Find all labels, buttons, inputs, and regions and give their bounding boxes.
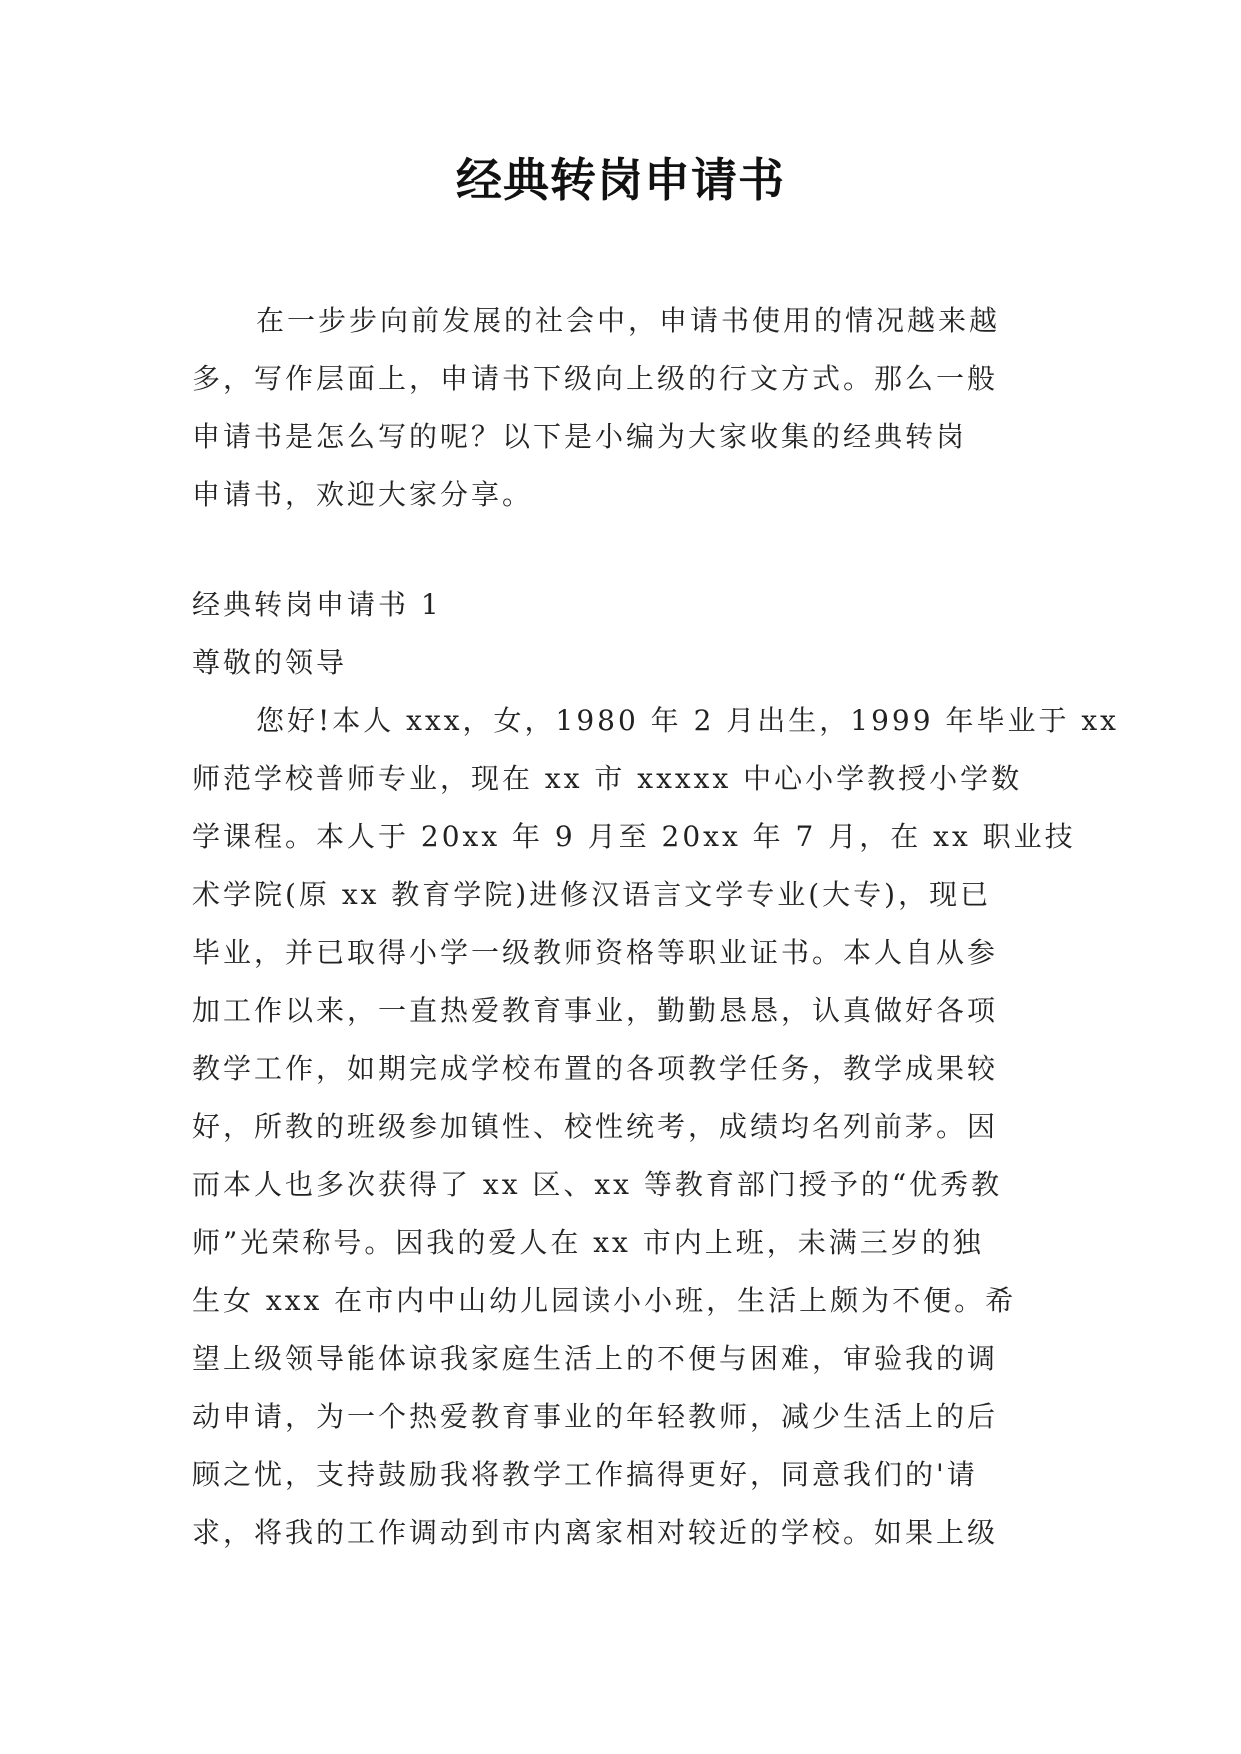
letter-line: 术学院(原 xx 教育学院)进修汉语言文学专业(大专)，现已 — [192, 878, 992, 911]
intro-line: 申请书是怎么写的呢？以下是小编为大家收集的经典转岗 — [192, 420, 968, 453]
letter-body — [192, 692, 1119, 1562]
intro-line: 多，写作层面上，申请书下级向上级的行文方式。那么一般 — [192, 362, 999, 395]
section-heading-text: 经典转岗申请书 1 — [192, 588, 442, 621]
letter-line: 求，将我的工作调动到市内离家相对较近的学校。如果上级 — [192, 1516, 999, 1549]
intro-paragraph — [192, 292, 1052, 524]
letter-line: 师”光荣称号。因我的爱人在 xx 市内上班，未满三岁的独 — [192, 1226, 984, 1259]
letter-line: 而本人也多次获得了 xx 区、xx 等教育部门授予的“优秀教 — [192, 1168, 1003, 1201]
letter-line: 动申请，为一个热爱教育事业的年轻教师，减少生活上的后 — [192, 1400, 999, 1433]
letter-line: 好，所教的班级参加镇性、校性统考，成绩均名列前茅。因 — [192, 1110, 999, 1143]
salutation — [192, 634, 1052, 692]
intro-line: 申请书，欢迎大家分享。 — [192, 478, 534, 511]
letter-line: 生女 xxx 在市内中山幼儿园读小小班，生活上颇为不便。希 — [192, 1284, 1017, 1317]
letter-line: 学课程。本人于 20xx 年 9 月至 20xx 年 7 月，在 xx 职业技 — [192, 820, 1076, 853]
letter-line: 毕业，并已取得小学一级教师资格等职业证书。本人自从参 — [192, 936, 999, 969]
letter-line: 望上级领导能体谅我家庭生活上的不便与困难，审验我的调 — [192, 1342, 999, 1375]
letter-line: 教学工作，如期完成学校布置的各项教学任务，教学成果较 — [192, 1052, 999, 1085]
letter-line: 加工作以来，一直热爱教育事业，勤勤恳恳，认真做好各项 — [192, 994, 999, 1027]
section-heading — [192, 576, 1052, 634]
letter-line: 师范学校普师专业，现在 xx 市 xxxxx 中心小学教授小学数 — [192, 762, 1023, 795]
letter-line: 顾之忧，支持鼓励我将教学工作搞得更好，同意我们的'请 — [192, 1458, 978, 1491]
document-title: 经典转岗申请书 — [456, 153, 785, 207]
letter-line: 您好!本人 xxx，女，1980 年 2 月出生，1999 年毕业于 xx — [256, 704, 1119, 737]
intro-line: 在一步步向前发展的社会中，申请书使用的情况越来越 — [256, 304, 1001, 337]
salutation-text: 尊敬的领导 — [192, 646, 348, 679]
